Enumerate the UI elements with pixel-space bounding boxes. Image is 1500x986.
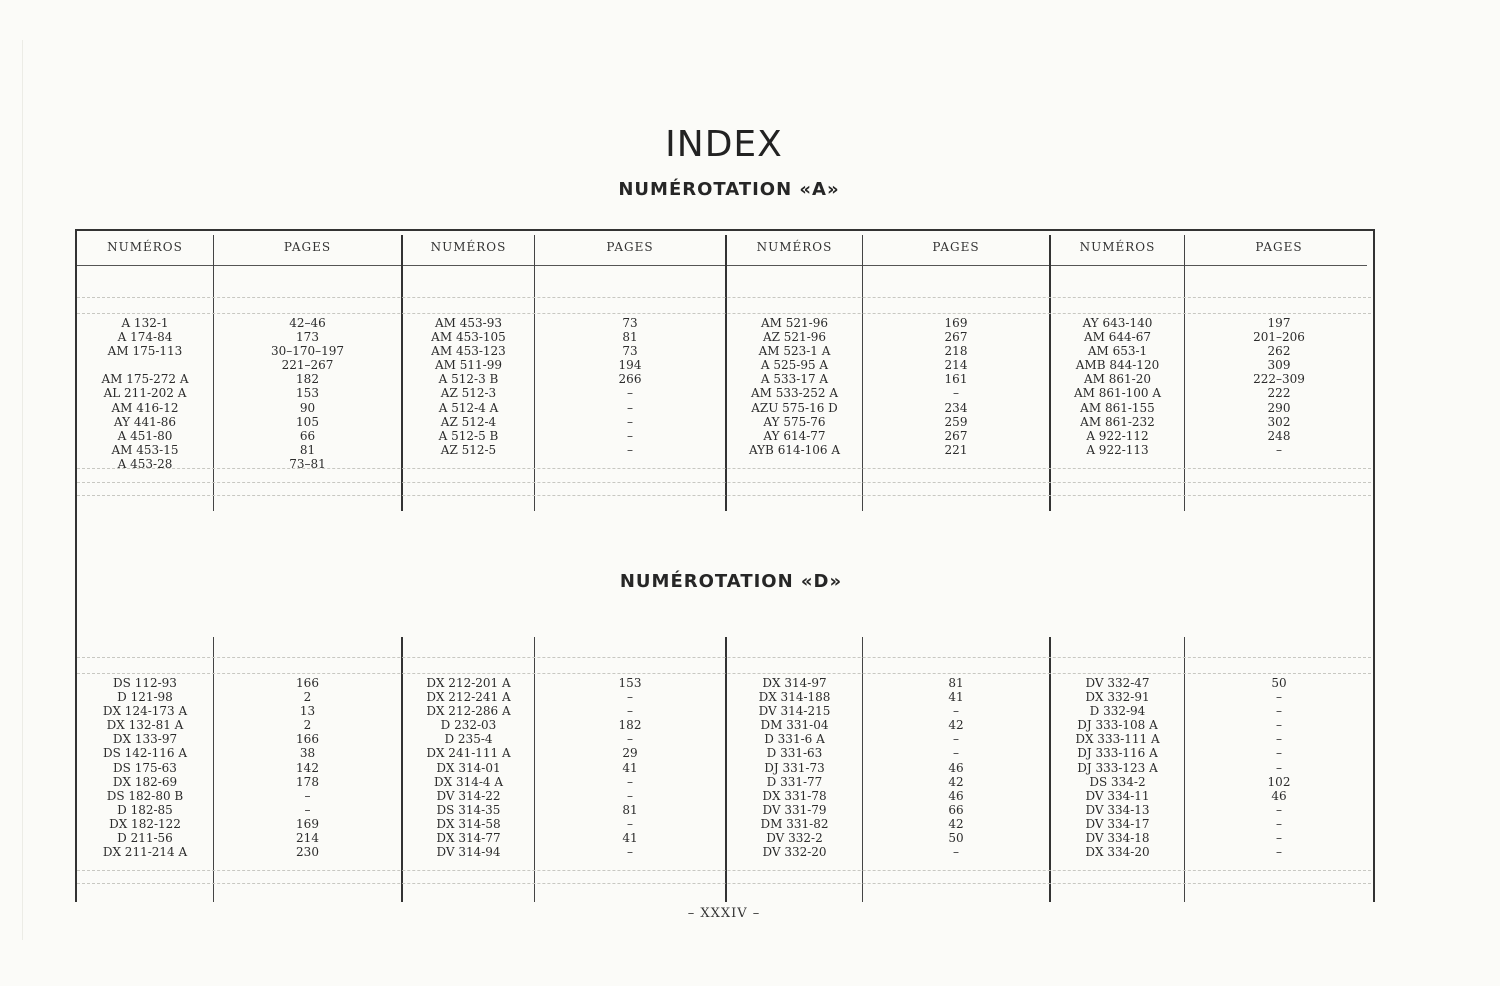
table-cell: DV 331-79 [762,802,827,817]
table-cell: D 332-94 [1089,704,1146,719]
table-cell: A 922-112 [1086,428,1149,443]
table-cell: DX 182-122 [109,816,181,831]
table-cell: – [1276,746,1282,761]
table-cell: A 453-28 [117,456,173,471]
table-cell: – [627,690,633,705]
dashed-rule [77,657,1371,658]
table-cell: DX 132-81 A [106,718,184,733]
header-numeros: NUMÉROS [430,240,507,254]
table-cell: – [1276,442,1282,457]
table-cell: D 331-6 A [764,732,825,747]
table-cell: AY 441-86 [113,414,177,429]
table-cell: D 182-85 [117,802,173,817]
table-cell: 81 [299,442,316,457]
table-cell: – [304,802,311,817]
table-cell: DV 334-18 [1085,831,1150,846]
table-cell: 90 [299,400,316,415]
table-cell: – [627,845,633,860]
pages-column [863,316,1049,457]
table-cell: A 451-80 [117,428,173,443]
header-pages: PAGES [932,240,980,254]
table-cell: DV 332-20 [762,845,827,860]
table-cell: DV 334-17 [1085,816,1150,831]
dashed-rule [77,883,1371,884]
table-header-row [75,240,1375,260]
table-cell: DX 314-97 [762,676,827,690]
table-cell: D 232-03 [440,718,497,733]
table-cell: 73 [622,344,638,359]
table-cell: – [1276,760,1282,775]
table-cell: 38 [299,746,316,761]
table-cell: D 331-77 [766,774,823,789]
table-cell: A 132-1 [121,316,169,330]
table-cell: DV 314-215 [758,704,831,719]
table-cell: AZ 512-4 [440,414,497,429]
table-cell: 302 [1267,414,1291,429]
pages-column [214,316,401,471]
table-cell: DX 212-286 A [426,704,511,719]
dashed-rule [77,495,1371,496]
table-cell: DS 175-63 [113,760,177,775]
table-cell: 50 [1271,676,1287,690]
table-cell: 153 [618,676,642,690]
table-cell: 218 [944,344,968,359]
table-cell: 166 [296,732,319,747]
table-cell: 41 [622,831,638,846]
table-cell: DS 334-2 [1089,774,1146,789]
table-cell: 81 [948,676,964,690]
table-cell: 222 [1267,386,1291,401]
table-cell: AZU 575-16 D [751,400,838,415]
table-cell: A 533-17 A [760,372,829,387]
table-cell: DX 331-78 [762,788,827,803]
table-cell: DV 314-22 [436,788,501,803]
table-cell: 197 [1267,316,1291,330]
table-cell: DJ 333-116 A [1077,746,1158,761]
table-cell: – [627,788,633,803]
header-pages: PAGES [283,240,332,254]
table-cell: – [1276,704,1282,719]
table-cell: AL 211-202 A [103,386,187,401]
dashed-rule [77,482,1371,483]
section-d-title: NUMÉROTATION «D» [619,571,843,592]
section-a-title: NUMÉROTATION «A» [618,179,840,200]
table-cell: AM 523-1 A [758,344,831,359]
numbers-column [727,316,862,457]
header-pages: PAGES [1255,240,1303,254]
header-numeros: NUMÉROS [107,240,183,254]
table-cell: DJ 333-108 A [1077,718,1158,733]
table-cell: A 174-84 [117,330,173,345]
table-cell: DJ 333-123 A [1077,760,1158,775]
table-cell: AM 861-20 [1084,372,1151,387]
numbers-column [1051,316,1184,457]
table-cell: 169 [296,816,319,831]
table-cell: DX 124-173 A [102,704,188,719]
table-cell: AM 861-100 A [1073,386,1162,401]
table-cell: – [627,704,633,719]
table-cell: 42 [948,774,964,789]
table-cell: – [1276,831,1282,846]
table-cell: 50 [948,831,964,846]
table-cell: 221 [944,442,968,457]
header-rule [77,265,1367,266]
table-cell: DX 314-188 [758,690,831,705]
table-cell: 262 [1267,344,1291,359]
table-cell: AM 175-113 [107,344,183,359]
table-cell: 66 [948,802,964,817]
page-number: – XXXIV – [687,906,761,921]
table-cell: A 512-5 B [438,428,499,443]
table-cell: AM 416-12 [111,400,179,415]
table-cell: DX 212-201 A [426,676,511,690]
table-cell: DJ 331-73 [764,760,825,775]
table-cell: 161 [944,372,968,387]
table-cell: AM 453-105 [431,330,506,345]
table-cell: DX 333-111 A [1075,732,1160,747]
numbers-column [403,676,534,859]
table-cell: DM 331-82 [760,816,829,831]
table-cell: – [627,414,633,429]
table-cell: DX 334-20 [1085,845,1150,860]
table-cell: 234 [944,400,968,415]
table-cell: AM 453-93 [435,316,502,330]
pages-column [535,316,725,457]
table-cell: – [953,845,959,860]
table-cell: AM 511-99 [435,358,502,373]
frame-right-rule [1373,229,1375,902]
table-cell: AY 614-77 [763,428,826,443]
table-cell: 105 [296,414,319,429]
table-cell: DX 332-91 [1085,690,1150,705]
table-cell: DV 314-94 [436,845,501,860]
table-cell: 42–46 [289,316,326,330]
table-cell: – [1276,690,1282,705]
numbers-column [77,676,213,859]
table-cell: A 922-113 [1086,442,1149,457]
table-cell: – [304,788,311,803]
pages-column [535,676,725,859]
table-cell: 153 [296,386,319,401]
table-cell: 290 [1267,400,1291,415]
table-cell: DX 241-111 A [426,746,511,761]
table-cell: – [1276,816,1282,831]
table-cell: 66 [299,428,316,443]
table-cell: – [627,386,633,401]
scan-edge [22,40,23,940]
table-cell: – [1276,802,1282,817]
table-cell: DX 133-97 [112,732,178,747]
pages-column [863,676,1049,859]
frame-top-rule [75,229,1375,231]
table-cell: 73 [622,316,638,330]
table-cell: – [627,400,633,415]
table-cell: AM 175-272 A [101,372,189,387]
table-cell: 182 [618,718,642,733]
table-cell: DV 332-2 [766,831,823,846]
table-cell: – [953,704,959,719]
table-cell: DS 314-35 [436,802,501,817]
table-cell: 41 [622,760,638,775]
table-cell: D 331-63 [766,746,823,761]
table-cell: AM 533-252 A [750,386,839,401]
table-cell: AMB 844-120 [1075,358,1160,373]
dashed-rule [77,313,1371,314]
header-numeros: NUMÉROS [756,240,833,254]
table-cell: A 525-95 A [760,358,829,373]
table-cell: DV 334-13 [1085,802,1150,817]
table-cell: 46 [1271,788,1287,803]
table-cell: DV 334-11 [1085,788,1150,803]
table-cell: AZ 512-5 [440,442,497,457]
header-numeros: NUMÉROS [1079,240,1156,254]
table-cell: D 211-56 [117,831,173,846]
table-cell: AM 453-123 [431,344,506,359]
table-cell: AM 861-232 [1080,414,1155,429]
table-cell: 29 [622,746,638,761]
table-cell: DX 182-69 [112,774,178,789]
table-cell: – [627,732,633,747]
table-cell [77,358,213,372]
table-cell: AY 575-76 [763,414,826,429]
table-cell: AYB 614-106 A [748,442,841,457]
table-cell: 30–170–197 [270,344,345,359]
table-cell: AZ 521-96 [762,330,827,345]
table-cell: 267 [944,330,968,345]
table-cell: DX 314-58 [436,816,501,831]
table-cell: DS 182-80 B [106,788,184,803]
table-cell: D 235-4 [444,732,493,747]
table-cell: 214 [296,831,319,846]
table-cell: 309 [1267,358,1291,373]
numbers-column [403,316,534,457]
pages-column [214,676,401,859]
numbers-column [77,316,213,471]
table-cell: 194 [618,358,642,373]
table-cell: – [1276,845,1282,860]
table-cell: DM 331-04 [760,718,829,733]
pages-column [1185,316,1373,457]
table-cell: 2 [303,718,312,733]
table-cell: 248 [1267,428,1291,443]
table-cell: – [1276,718,1282,733]
table-cell: DX 314-01 [436,760,501,775]
table-cell: – [627,816,633,831]
table-cell: 221–267 [281,358,334,373]
dashed-rule [77,870,1371,871]
numbers-column [727,676,862,859]
dashed-rule [77,297,1371,298]
table-cell: 2 [303,690,312,705]
table-cell: DS 112-93 [113,676,177,690]
table-cell: AM 644-67 [1084,330,1151,345]
table-cell: – [627,774,633,789]
table-cell: AM 453-15 [111,442,179,457]
table-cell: 42 [948,718,964,733]
table-cell: DX 314-77 [436,831,501,846]
table-cell: 102 [1267,774,1291,789]
table-cell: – [1276,732,1282,747]
table-cell: 178 [296,774,319,789]
table-cell: – [953,732,959,747]
table-cell: A 512-3 B [438,372,499,387]
table-cell: 173 [296,330,319,345]
table-cell: DX 212-241 A [426,690,511,705]
index-table-frame [75,229,1375,902]
table-cell: 46 [948,788,964,803]
table-cell: 13 [299,704,316,719]
table-cell: 222–309 [1253,372,1305,387]
table-cell: 166 [296,676,319,690]
table-cell: – [953,386,959,401]
table-cell: – [953,746,959,761]
table-cell: A 512-4 A [438,400,499,415]
table-cell: DX 314-4 A [433,774,504,789]
table-cell: 182 [296,372,319,387]
table-cell: 214 [944,358,968,373]
table-cell: 41 [948,690,964,705]
table-cell: 81 [622,802,638,817]
table-cell: 267 [944,428,968,443]
table-cell: 46 [948,760,964,775]
table-cell: AM 653-1 [1087,344,1148,359]
numbers-column [1051,676,1184,859]
table-cell: 266 [618,372,642,387]
header-pages: PAGES [606,240,654,254]
table-cell: 230 [296,845,319,860]
table-cell: 42 [948,816,964,831]
table-cell: 169 [944,316,968,330]
table-cell: – [627,442,633,457]
table-cell: AM 861-155 [1080,400,1155,415]
table-cell: DX 211-214 A [102,845,188,860]
table-cell: AM 521-96 [761,316,828,330]
dashed-rule [77,673,1371,674]
table-cell: 81 [622,330,638,345]
table-cell: DS 142-116 A [103,746,187,761]
table-cell: 201–206 [1253,330,1305,345]
page-title: INDEX [665,124,783,165]
table-cell: AY 643-140 [1082,316,1153,330]
table-cell: 259 [944,414,968,429]
table-cell: 73–81 [289,456,326,471]
table-cell: AZ 512-3 [440,386,497,401]
table-cell: DV 332-47 [1085,676,1150,690]
table-cell: D 121-98 [117,690,173,705]
table-cell: – [627,428,633,443]
pages-column [1185,676,1373,859]
table-cell: 142 [296,760,319,775]
